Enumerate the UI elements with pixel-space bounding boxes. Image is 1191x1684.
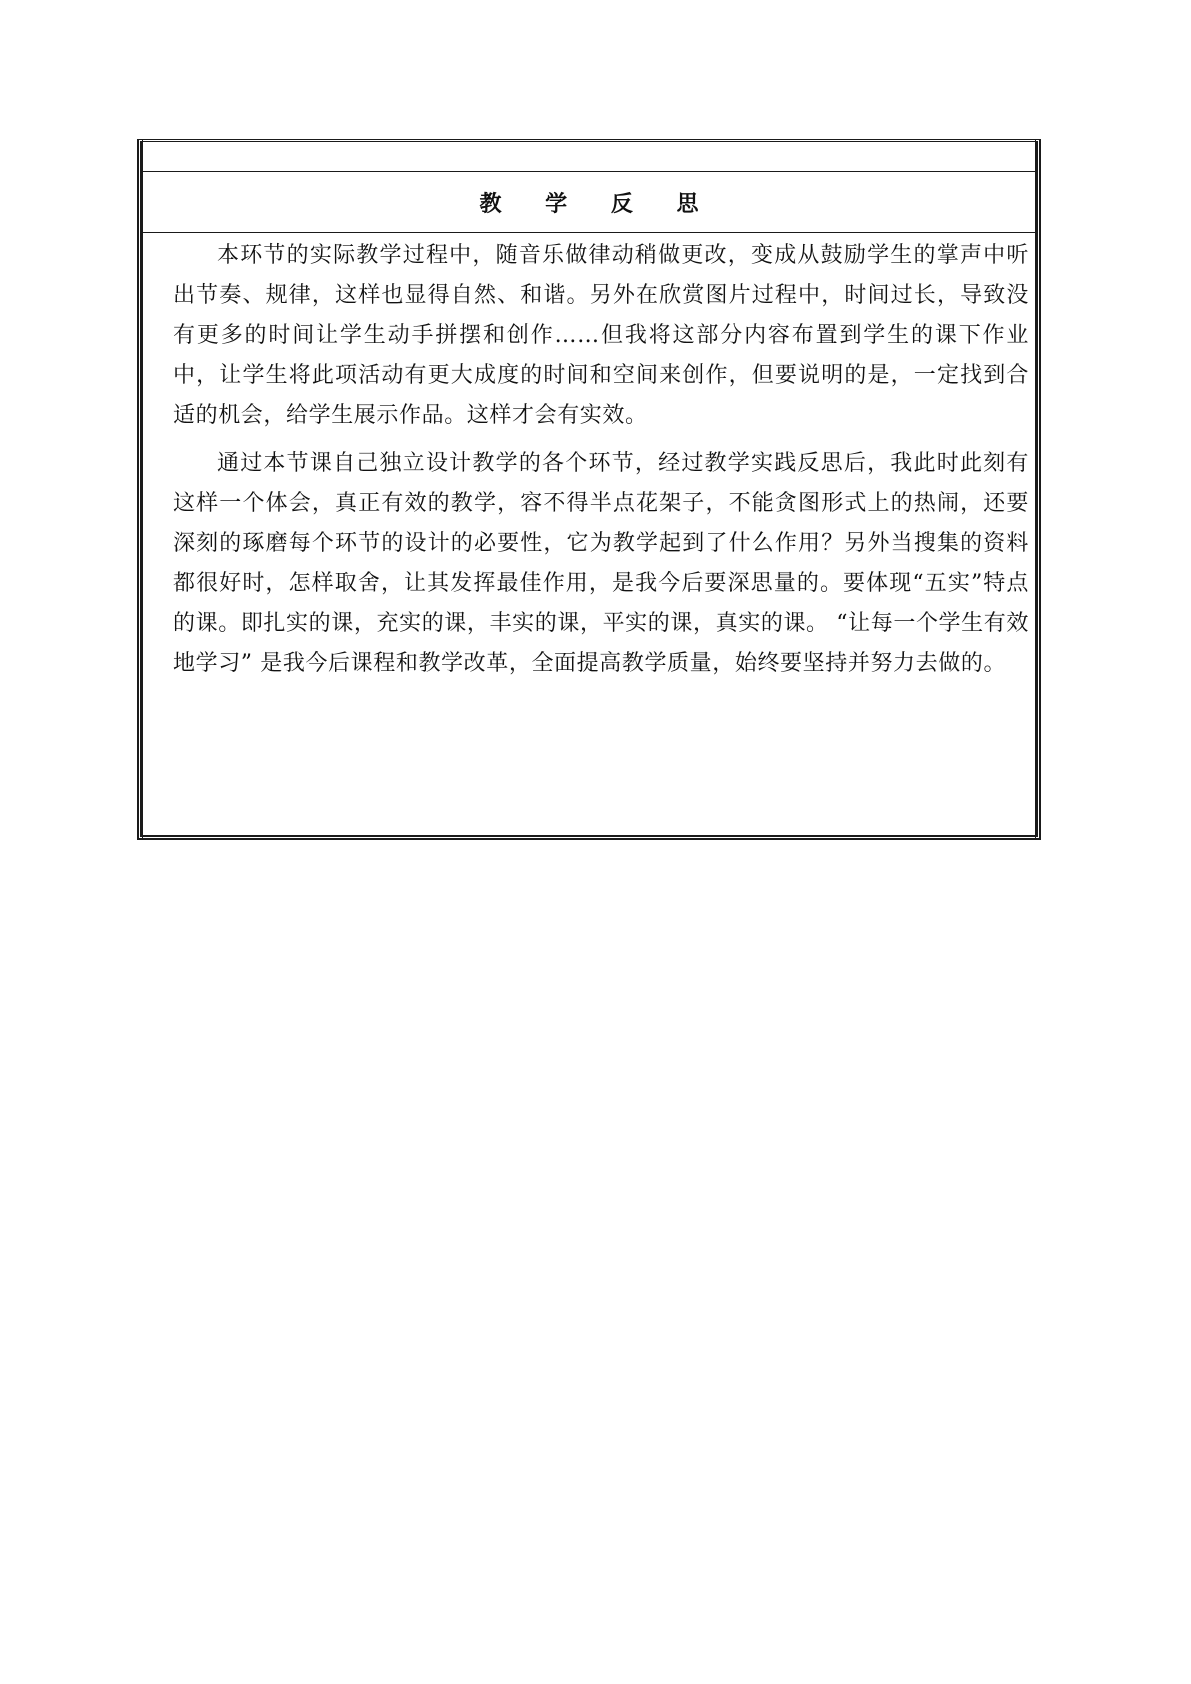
- section-title: 教 学 反 思: [479, 191, 717, 217]
- reflection-paragraph-2: 通过本节课自己独立设计教学的各个环节，经过教学实践反思后，我此时此刻有这样一个体会，真正有效的教学，容不得半点花架子，不能贪图形式上的热闹，还要深刻的琢磨每个环节的设计的必要性，它为教学起到了什么作用？另外当搜集的资料都很好时，怎样取舍，让其发挥最佳作用，是我今后要深思量的。要体现“五实”特点的课。即扎实的课，充实的课，丰实的课，平实的课，真实的课。 “让每一个学生有效地学习” 是我今后课程和教学改革，全面提高教学质量，始终要坚持并努力去做的。: [173, 451, 1029, 676]
- reflection-paragraph-1: 本环节的实际教学过程中，随音乐做律动稍做更改，变成从鼓励学生的掌声中听出节奏、规律，这样也显得自然、和谐。另外在欣赏图片过程中，时间过长，导致没有更多的时间让学生动手拼摆和创作……但我将这部分内容布置到学生的课下作业中，让学生将此项活动有更大成度的时间和空间来创作，但要说明的是，一定找到合适的机会，给学生展示作品。这样才会有实效。: [173, 243, 1029, 428]
- empty-table-row: [143, 140, 1035, 172]
- table-inner-right-border: [1035, 139, 1036, 838]
- reflection-body: [173, 236, 1029, 692]
- table-inner-left-border: [142, 139, 143, 838]
- section-header-row: [143, 172, 1035, 233]
